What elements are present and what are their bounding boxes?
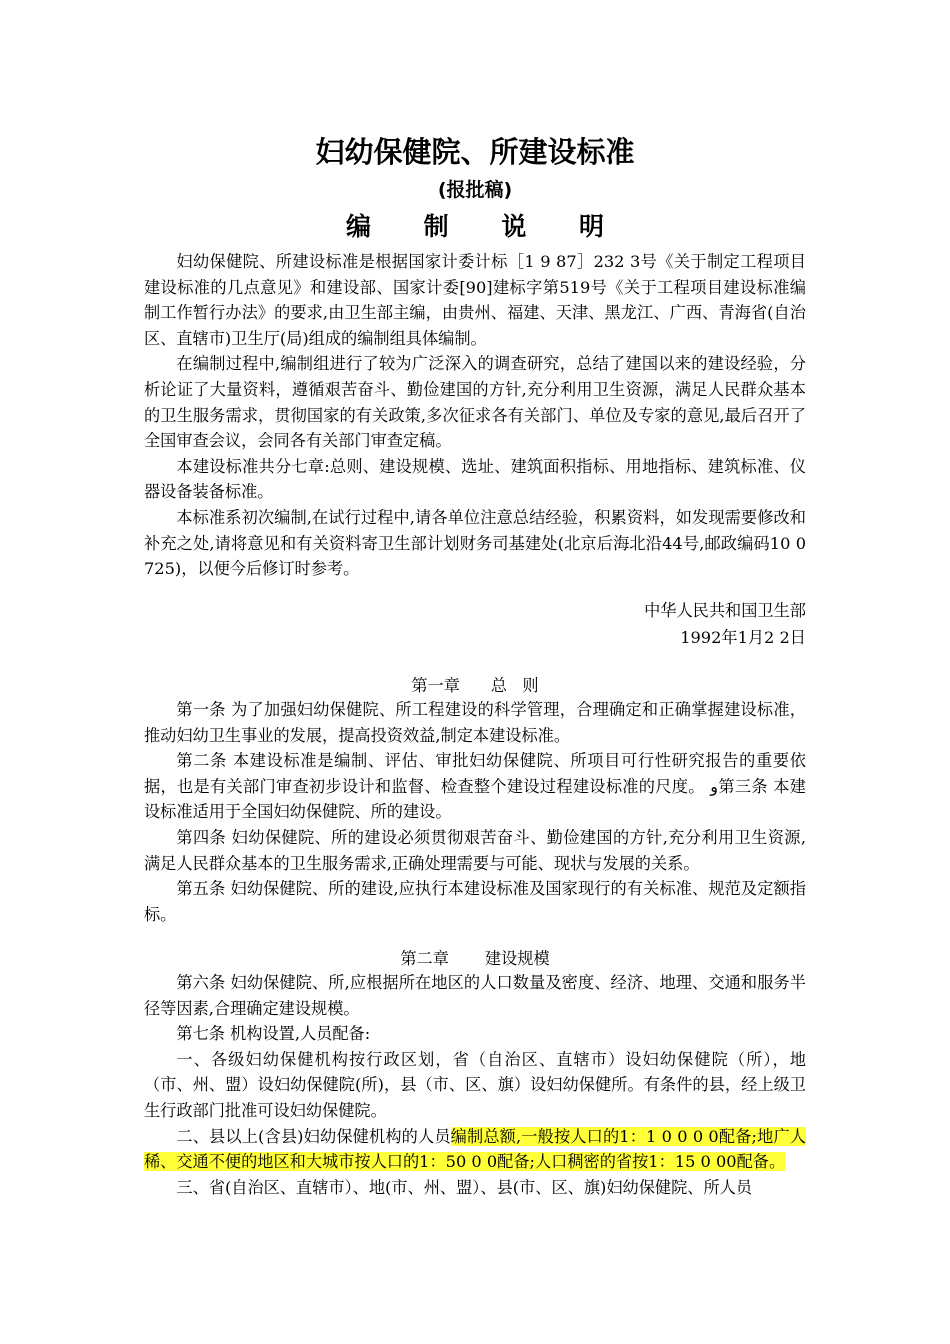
preface-paragraph: 本建设标准共分七章:总则、建设规模、选址、建筑面积指标、用地指标、建筑标准、仪器设备装备标准。 — [144, 456, 806, 502]
preface-paragraph: 在编制过程中,编制组进行了较为广泛深入的调查研究，总结了建国以来的建设经验，分析论证了大量资料，遵循艰苦奋斗、勤俭建国的方针,充分利用卫生资源，满足人民群众基本的卫生服务需求，贯彻国家的有关政策,多次征求各有关部门、单位及专家的意见,最后召开了全国审查会议，会同各有关部门审查定稿。 — [144, 354, 806, 451]
highlighted-text: 编制总额,一般按人口的1：1 0 0 0 0配备;地广人稀、交通不便的地区和大城市按人口的1：50 0 0配备;人口稠密的省按1：15 0 00配备。 — [144, 1126, 806, 1172]
document-title: 妇幼保健院、所建设标准 — [315, 135, 635, 169]
article-paragraph: 第五条 妇幼保健院、所的建设,应执行本建设标准及国家现行的有关标准、规范及定额指标。 — [144, 879, 806, 924]
preface-paragraph: 妇幼保健院、所建设标准是根据国家计委计标［1 9 87］232 3号《关于制定工程项目建设标准的几点意见》和建设部、国家计委[90]建标字第519号《关于工程项目建设标准编制工作暂行办法》的要求,由卫生部主编，由贵州、福建、天津、黑龙江、广西、青海省(自治区、直辖市)卫生厅(局)组成的编制组具体编制。 — [144, 252, 806, 348]
signature-date: 1992年1月2 2日 — [680, 628, 806, 647]
preface-block — [144, 249, 806, 582]
chapter-1-block — [144, 697, 806, 927]
item-2-prefix: 二、县以上(含县)妇幼保健机构的人员 — [176, 1126, 451, 1146]
article-paragraph: 第四条 妇幼保健院、所的建设必须贯彻艰苦奋斗、勤俭建国的方针,充分利用卫生资源,满足人民群众基本的卫生服务需求,正确处理需要与可能、现状与发展的关系。 — [144, 827, 806, 873]
article-paragraph: 三、省(自治区、直辖市）、地(市、州、盟）、县(市、区、旗)妇幼保健院、所人员 — [176, 1177, 753, 1197]
chapter-2-block — [144, 970, 806, 1200]
article-paragraph: 一、各级妇幼保健机构按行政区划，省（自治区、直辖市）设妇幼保健院（所），地（市、州、盟）设妇幼保健院(所)，县（市、区、旗）设妇幼保健所。有条件的县，经上级卫生行政部门批准可设妇幼保健院。 — [144, 1049, 806, 1120]
chapter-2-heading: 第二章 建设规模 — [400, 949, 550, 968]
article-paragraph: 第七条 机构设置,人员配备: — [176, 1024, 371, 1044]
document-subtitle: (报批稿) — [437, 179, 513, 201]
preface-paragraph: 本标准系初次编制,在试行过程中,请各单位注意总结经验，积累资料，如发现需要修改和补充之处,请将意见和有关资料寄卫生部计划财务司基建处(北京后海北沿44号,邮政编码10 0 725)，以便今后修订时参考。 — [144, 507, 806, 579]
article-paragraph: 第二条 本建设标准是编制、评估、审批妇幼保健院、所项目可行性研究报告的重要依据，也是有关部门审查初步设计和监督、检查整个建设过程建设标准的尺度。 و第三条 本建设标准适用于全国妇幼保健院、所的建设。 — [144, 751, 806, 822]
section-heading: 编 制 说 明 — [345, 212, 627, 241]
signature-org: 中华人民共和国卫生部 — [644, 601, 806, 620]
chapter-1-heading: 第一章 总 则 — [411, 676, 539, 695]
article-paragraph-highlighted — [144, 1124, 806, 1175]
article-paragraph: 第六条 妇幼保健院、所,应根据所在地区的人口数量及密度、经济、地理、交通和服务半径等因素,合理确定建设规模。 — [144, 973, 806, 1018]
article-paragraph: 第一条 为了加强妇幼保健院、所工程建设的科学管理，合理确定和正确掌握建设标准，推动妇幼卫生事业的发展，提高投资效益,制定本建设标准。 — [144, 700, 806, 745]
